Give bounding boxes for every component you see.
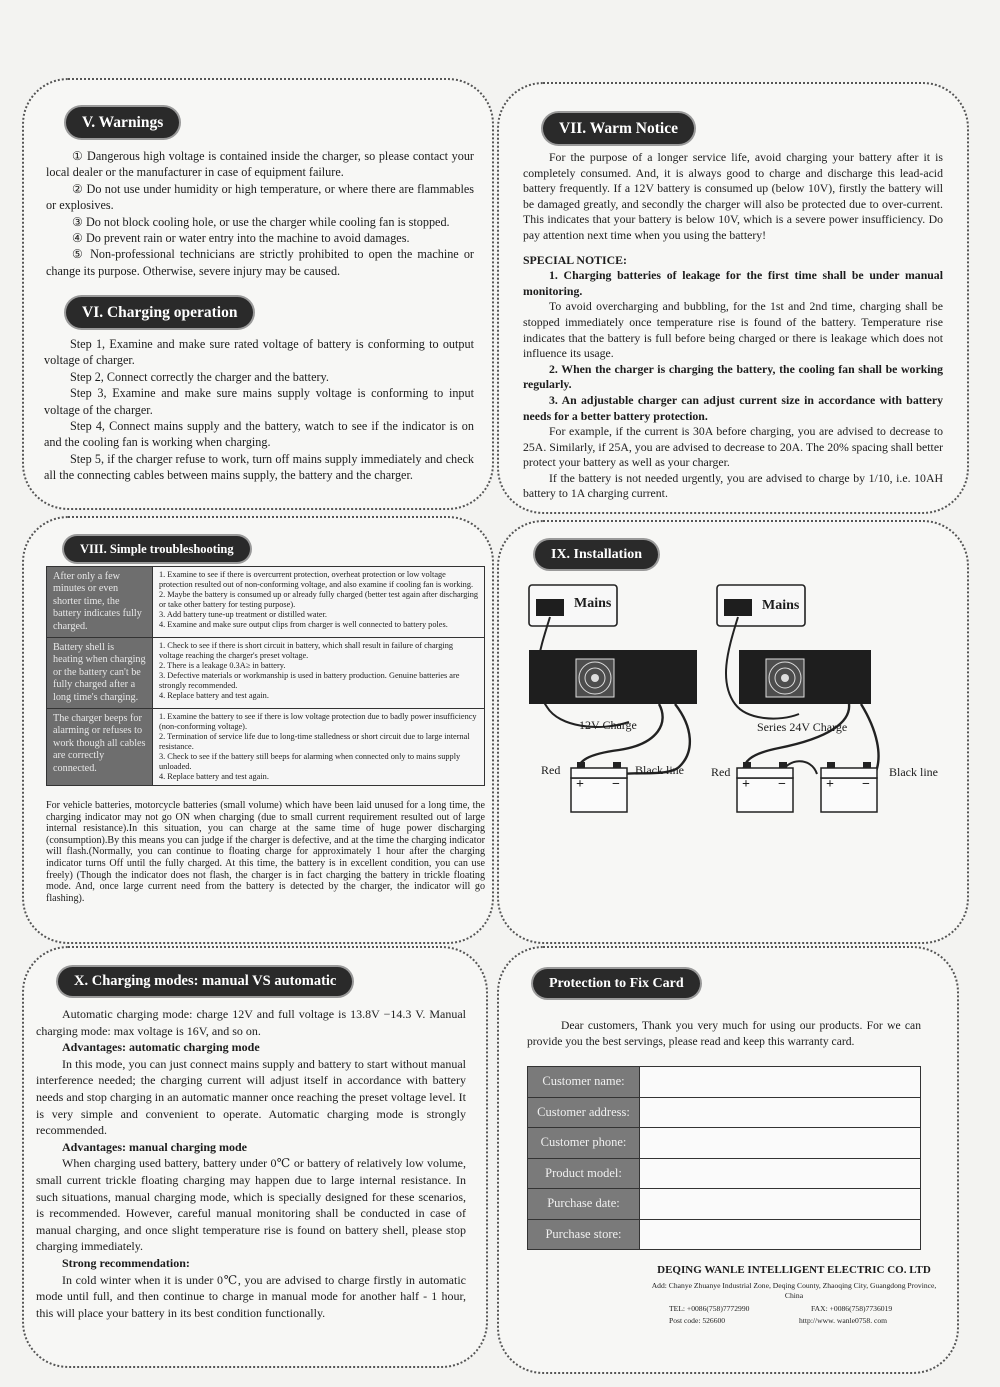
notice-1-body: To avoid overcharging and bubbling, for the 1st and 2nd time, charging shall be stopped immediately once temperature rise is found of the battery. Temperature rise indicates that the battery is full before being charged or there is leakage which does not influence its usage. — [523, 299, 943, 361]
fix-cell — [153, 638, 485, 709]
warm-notice-intro: For the purpose of a longer service life, avoid charging your battery after it is completely consumed. And, it is always good to charge and discharge this lead-acid battery frequently. If a 12V battery is consumed up (below 10V), firstly the battery will be damaged greatly, and secondly the charger will also be protected due to over-current. This indicates that your battery is below 10V, which is a severe power insufficiency. Do pay attention next time when you using the battery! — [523, 150, 943, 242]
black-label-right: Black line — [889, 765, 938, 779]
warnings-text — [46, 148, 474, 279]
form-row — [528, 1158, 921, 1189]
table-row — [47, 638, 485, 709]
notice-3-body-2: If the battery is not needed urgently, you are advised to charge by 1/10, i.e. 10AH battery to 1A charging current. — [523, 470, 943, 501]
red-label-left: Red — [541, 763, 561, 777]
left-charge-caption: 12V Charge — [579, 718, 637, 732]
charging-modes-intro: Automatic charging mode: charge 12V and full voltage is 13.8V −14.3 V. Manual charging mode: max voltage is 16V, and so on. — [36, 1007, 466, 1038]
product-model-field[interactable] — [640, 1158, 921, 1189]
installation-diagram — [499, 522, 959, 942]
customer-phone-field[interactable] — [640, 1128, 921, 1159]
company-name: DEQING WANLE INTELLIGENT ELECTRIC CO. LTD — [657, 1264, 931, 1276]
charging-step: Step 5, if the charger refuse to work, turn off mains supply immediately and check all the connecting cables between mains supply, the battery and the charger. — [44, 451, 474, 483]
charger-left-icon — [529, 650, 697, 704]
form-row — [528, 1097, 921, 1128]
fix-item: 4. Replace battery and test again. — [159, 691, 269, 701]
fix-item: 2. Maybe the battery is consumed up or already fully charged (better test again after discharging or take other battery for testing purpose). — [159, 590, 479, 609]
fix-item: 4. Replace battery and test again. — [159, 772, 269, 782]
warning-item: ③ Do not block cooling hole, or use the charger while cooling fan is stopped. — [72, 214, 450, 229]
special-notice-title: SPECIAL NOTICE: — [523, 252, 627, 267]
symptom-cell: Battery shell is heating when charging or the battery can't be fully charged after a long time's charging. — [47, 638, 153, 709]
symptom-cell: After only a few minutes or even shorter time, the battery indicates fully charged. — [47, 567, 153, 638]
company-address: Add: Chanye Zhuanye Industrial Zone, Deqing County, Zhaoqing City, Guangdong Province, China — [651, 1281, 937, 1300]
table-row — [47, 567, 485, 638]
minus-sign: − — [612, 777, 620, 792]
warning-item: ② Do not use under humidity or high temperature, or where there are flammables or explosives. — [46, 181, 474, 213]
mains-label-left: Mains — [574, 596, 612, 611]
form-row — [528, 1219, 921, 1250]
charging-step: Step 2, Connect correctly the charger and the battery. — [70, 369, 329, 384]
troubleshooting-table — [46, 566, 485, 786]
company-postcode: Post code: 526600 — [669, 1316, 726, 1325]
strong-recommendation-title: Strong recommendation: — [62, 1255, 190, 1270]
installation-panel — [497, 520, 969, 944]
fix-item: 2. Termination of service life due to long-time stalledness or short circuit due to large internal resistance. — [159, 732, 470, 752]
mains-label-right: Mains — [762, 598, 800, 613]
red-label-right: Red — [711, 765, 731, 779]
fix-item: 1. Examine the battery to see if there is low voltage protection due to badly power insufficiency (non-conforming voltage). — [159, 712, 477, 732]
notice-3-title: 3. An adjustable charger can adjust current size in accordance with battery needs for a better battery protection. — [523, 392, 943, 423]
warm-notice-text — [523, 150, 943, 502]
table-row — [47, 709, 485, 786]
customer-name-label: Customer name: — [528, 1067, 640, 1098]
customer-address-field[interactable] — [640, 1097, 921, 1128]
notice-3-body: For example, if the current is 30A before charging, you are advised to decrease to 25A. Similarly, if 25A, you are advised to decrease to 20A. The 20% spacing shall better protect your battery as well as your charger. — [523, 424, 943, 470]
warnings-title: V. Warnings — [66, 107, 179, 138]
charging-modes-text — [36, 1006, 466, 1321]
minus-sign: − — [778, 777, 786, 792]
customer-address-label: Customer address: — [528, 1097, 640, 1128]
plus-sign: + — [576, 777, 584, 792]
manual-mode-body: When charging used battery, battery under 0℃ or battery of relatively low volume, small current trickle floating charging may happen due to large internal resistance. In such situations, manual charging mode, which is specially designed for these scenarios, is recommended. However, careful manual monitoring shall be conducted in case of manual charging, and once slight temperature rise is found on battery shell, please stop charging immediately. — [36, 1156, 466, 1254]
warm-notice-panel — [497, 82, 969, 514]
notice-2-title: 2. When the charger is charging the battery, the cooling fan shall be working regularly. — [523, 361, 943, 392]
troubleshooting-title: VIII. Simple troubleshooting — [64, 536, 250, 562]
notice-1-title: 1. Charging batteries of leakage for the first time shall be under manual monitoring. — [523, 268, 943, 298]
form-row — [528, 1128, 921, 1159]
product-model-label: Product model: — [528, 1158, 640, 1189]
auto-mode-title: Advantages: automatic charging mode — [62, 1040, 260, 1055]
customer-phone-label: Customer phone: — [528, 1128, 640, 1159]
fix-item: 2. There is a leakage 0.3A≥ in battery. — [159, 661, 286, 671]
fix-cell — [153, 567, 485, 638]
protection-card-panel — [497, 946, 959, 1374]
installation-title: IX. Installation — [535, 540, 658, 569]
purchase-store-field[interactable] — [640, 1219, 921, 1250]
purchase-date-label: Purchase date: — [528, 1189, 640, 1220]
fix-item: 3. Check to see if the battery still beeps for alarming when connected only to mains supply unloaded. — [159, 752, 461, 772]
right-charge-caption: Series 24V Charge — [757, 720, 848, 734]
fix-item: 1. Examine to see if there is overcurrent protection, overheat protection or low voltage protection resulted out of non-conforming voltage, and also examine if cooling fan is working. — [159, 570, 474, 589]
fix-item: 1. Check to see if there is short circuit in battery, which shall result in failure of charging voltage reaching the charger's preset voltage. — [159, 641, 453, 661]
charging-operation-text — [44, 336, 474, 484]
charging-modes-title: X. Charging modes: manual VS automatic — [58, 967, 352, 996]
charging-modes-panel — [22, 946, 488, 1368]
auto-mode-body: In this mode, you can just connect mains supply and battery to start without manual interference needed; the charging current will adjust itself in accordance with battery needs and stop charging in an automatic manner once reaching the preset voltage level. It is very simple and convenient to operate. Automatic charging mode is strongly recommended. — [36, 1056, 466, 1138]
company-tel: TEL: +0086(758)7772990 — [669, 1304, 750, 1313]
company-fax: FAX: +0086(758)7736019 — [811, 1304, 893, 1313]
plus-sign: + — [742, 777, 750, 792]
charging-step: Step 1, Examine and make sure rated voltage of battery is conforming to output voltage of charger. — [44, 337, 474, 368]
form-row — [528, 1067, 921, 1098]
warning-item: ① Dangerous high voltage is contained inside the charger, so please contact your local dealer or the manufacturer in case of equipment failure. — [46, 149, 474, 180]
protection-card-intro: Dear customers, Thank you very much for using our products. For we can provide you the best servings, please read and keep this warranty card. — [527, 1019, 921, 1048]
symptom-cell: The charger beeps for alarming or refuses to work though all cables are correctly connected. — [47, 709, 153, 786]
purchase-store-label: Purchase store: — [528, 1219, 640, 1250]
black-label-left: Black line — [635, 763, 684, 777]
troubleshooting-note: For vehicle batteries, motorcycle batteries (small volume) which have been laid unused for a long time, the charging indicator may not go ON when charging (due to small current requirement resulted out of large internal resistance).In this situation, you can charge at the same time of huge power discharging (consumption).By this means you can judge if the charger is defective, and at the time the charging indicator will flash.(Normally, you can continue to floating charge for approximately 1 hour after the charging indicator turns Off until the fully charged. At this time, the battery is in excellent condition, you can use freely) (Though the indicator does not flash, the charger is in fact charging the battery in trickle floating mode. And, once large current need from the battery is detected by the charger, the indicator will go flashing). — [46, 800, 485, 904]
warranty-form — [527, 1066, 921, 1250]
strong-recommendation-body: In cold winter when it is under 0℃, you are advised to charge firstly in automatic mode until full, and then continue to charge in manual mode for another half - 1 hour, this will place your battery in its best condition functionally. — [36, 1272, 466, 1320]
troubleshooting-panel — [22, 516, 494, 944]
warnings-panel — [22, 78, 494, 510]
manual-mode-title: Advantages: manual charging mode — [62, 1139, 248, 1154]
fix-item: 4. Examine and make sure output clips from charger is well connected to battery poles. — [159, 620, 448, 629]
customer-name-field[interactable] — [640, 1067, 921, 1098]
charging-operation-title: VI. Charging operation — [66, 297, 253, 328]
charging-step: Step 4, Connect mains supply and the battery, watch to see if the indicator is on and the cooling fan is working when charging. — [44, 419, 474, 450]
purchase-date-field[interactable] — [640, 1189, 921, 1220]
fix-cell — [153, 709, 485, 786]
charging-step: Step 3, Examine and make sure mains supply voltage is conforming to input voltage of the charger. — [44, 386, 474, 417]
protection-card-title: Protection to Fix Card — [533, 969, 700, 998]
fix-item: 3. Add battery tune-up treatment or distilled water. — [159, 610, 327, 619]
warning-item: ⑤ Non-professional technicians are strictly prohibited to open the machine or change its purpose. Otherwise, severe injury may be caused. — [46, 247, 474, 278]
minus-sign: − — [862, 777, 870, 792]
warm-notice-title: VII. Warm Notice — [543, 113, 694, 144]
fix-item: 3. Defective materials or workmanship is used in battery production. Genuine batteries are strongly recommended. — [159, 671, 460, 691]
form-row — [528, 1189, 921, 1220]
charger-right-icon — [739, 650, 871, 704]
warning-item: ④ Do prevent rain or water entry into the machine to avoid damages. — [72, 231, 410, 246]
company-website[interactable]: http://www. wanle0758. com — [799, 1316, 888, 1325]
plus-sign: + — [826, 777, 834, 792]
